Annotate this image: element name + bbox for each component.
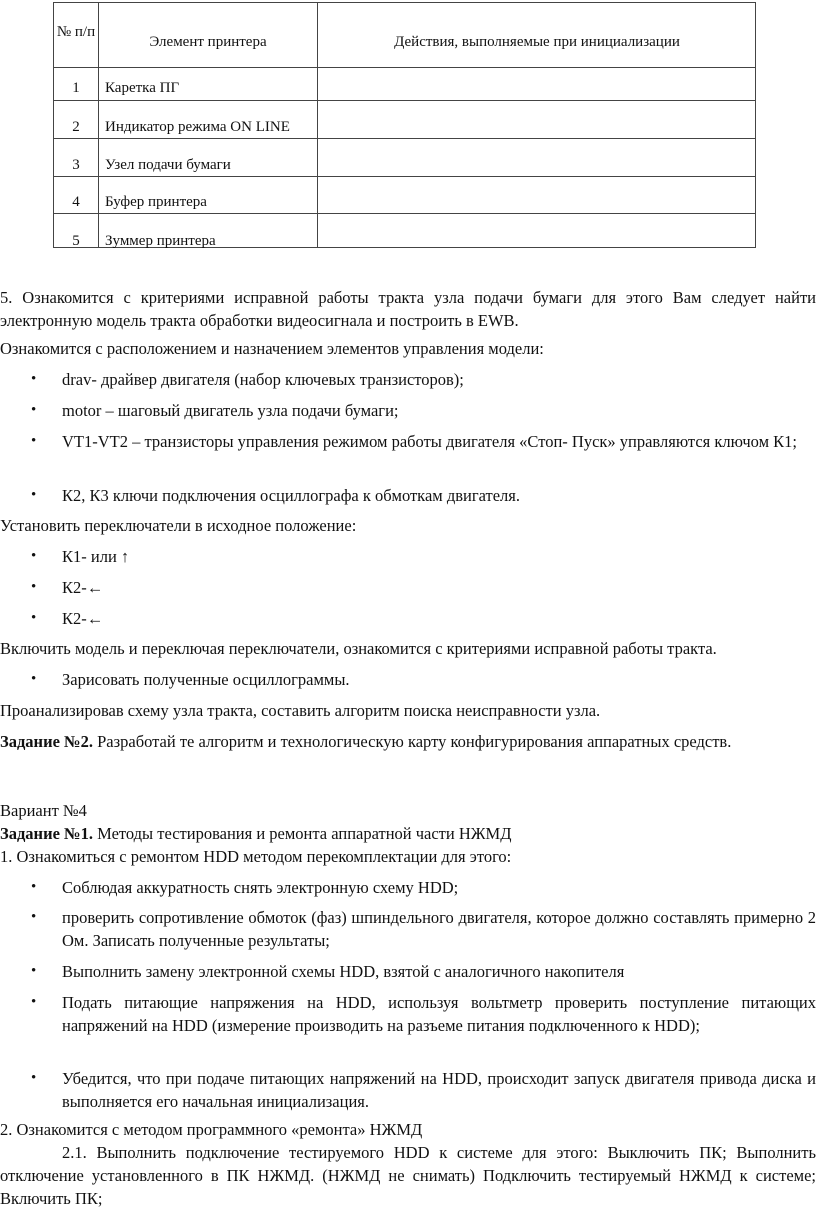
table-header-action: Действия, выполняемые при инициализации [394,34,680,50]
list-item: Убедится, что при подаче питающих напряжений на HDD, происходит запуск двигателя привода диска и выполняется его начальная инициализация. [62,1069,816,1111]
bullet-icon: • [31,610,37,626]
variant-heading: Вариант №4 [0,801,87,820]
list-item: Выполнить замену электронной схемы HDD, взятой с аналогичного накопителя [62,962,625,981]
list-item: проверить сопротивление обмоток (фаз) шпиндельного двигателя, которое должно составлять примерно 2 Ом. Записать полученные результаты; [62,908,816,950]
table-cell-element: Зуммер принтера [105,233,216,249]
paragraph: Установить переключатели в исходное положение: [0,516,357,535]
table-header-element: Элемент принтера [149,34,267,50]
paragraph: Проанализировав схему узла тракта, составить алгоритм поиска неисправности узла. [0,701,601,720]
paragraph: 2. Ознакомится с методом программного «ремонта» НЖМД [0,1120,423,1139]
table-cell-num: 2 [72,119,80,135]
bullet-icon: • [31,487,37,503]
bullet-icon: • [31,879,37,895]
paragraph: Ознакомится с расположением и назначением элементов управления модели: [0,339,544,358]
bullet-icon: • [31,402,37,418]
task-2 [0,730,816,753]
table-header-num: № п/п [56,24,96,40]
list-item: Соблюдая аккуратность снять электронную схему HDD; [62,878,459,897]
list-item: Зарисовать полученные осциллограммы. [62,670,350,689]
task-1-text: Методы тестирования и ремонта аппаратной части НЖМД [92,824,512,843]
list-item: motor – шаговый двигатель узла подачи бумаги; [62,401,399,420]
paragraph: 2.1. Выполнить подключение тестируемого HDD к системе для этого: Выключить ПК; Выполнить отключение установленного в ПК НЖМД. (НЖМД не снимать) Подключить тестируемый НЖМД к системе; Включить ПК; [0,1143,816,1208]
table-cell-element: Индикатор режима ON LINE [105,119,290,135]
list-item: К2-← [62,578,104,597]
bullet-icon: • [31,994,37,1010]
paragraph: Включить модель и переключая переключатели, ознакомится с критериями исправной работы тракта. [0,639,717,658]
list-item: К2-← [62,609,104,628]
table-cell-num: 1 [72,80,80,96]
table-divider [54,213,755,214]
task-2-text: Разработай те алгоритм и технологическую карту конфигурирования аппаратных средств. [92,732,732,751]
task-2-label: Задание №2. [0,732,93,751]
list-item: VT1-VT2 – транзисторы управления режимом работы двигателя «Стоп- Пуск» управляются ключом К1; [62,432,797,451]
list-item: К2, К3 ключи подключения осциллографа к обмоткам двигателя. [62,486,521,505]
bullet-icon: • [31,579,37,595]
table-divider [54,176,755,177]
table-cell-element: Узел подачи бумаги [105,157,231,173]
table-cell-num: 5 [72,233,80,249]
table-divider [54,67,755,68]
list-item: drav- драйвер двигателя (набор ключевых транзисторов); [62,370,464,389]
bullet-icon: • [31,671,37,687]
task-1-label: Задание №1. [0,824,93,843]
table-cell-num: 3 [72,157,80,173]
table-divider [54,100,755,101]
paragraph: 5. Ознакомится с критериями исправной работы тракта узла подачи бумаги для этого Вам следует найти электронную модель тракта обработки видеосигнала и построить в EWB. [0,288,816,330]
table-cell-element: Буфер принтера [105,194,207,210]
list-item: К1- или ↑ [62,547,130,566]
paragraph: 1. Ознакомиться с ремонтом HDD методом перекомплектации для этого: [0,847,512,866]
bullet-icon: • [31,1070,37,1086]
list-item: Подать питающие напряжения на HDD, используя вольтметр проверить поступление питающих напряжений на HDD (измерение производить на разъеме питания подключенного к HDD); [62,993,816,1035]
printer-elements-table [53,2,756,248]
bullet-icon: • [31,433,37,449]
table-cell-num: 4 [72,194,80,210]
bullet-icon: • [31,548,37,564]
bullet-icon: • [31,909,37,925]
bullet-icon: • [31,371,37,387]
table-divider [54,138,755,139]
bullet-icon: • [31,963,37,979]
table-cell-element: Каретка ПГ [105,80,180,96]
task-1 [0,822,816,845]
